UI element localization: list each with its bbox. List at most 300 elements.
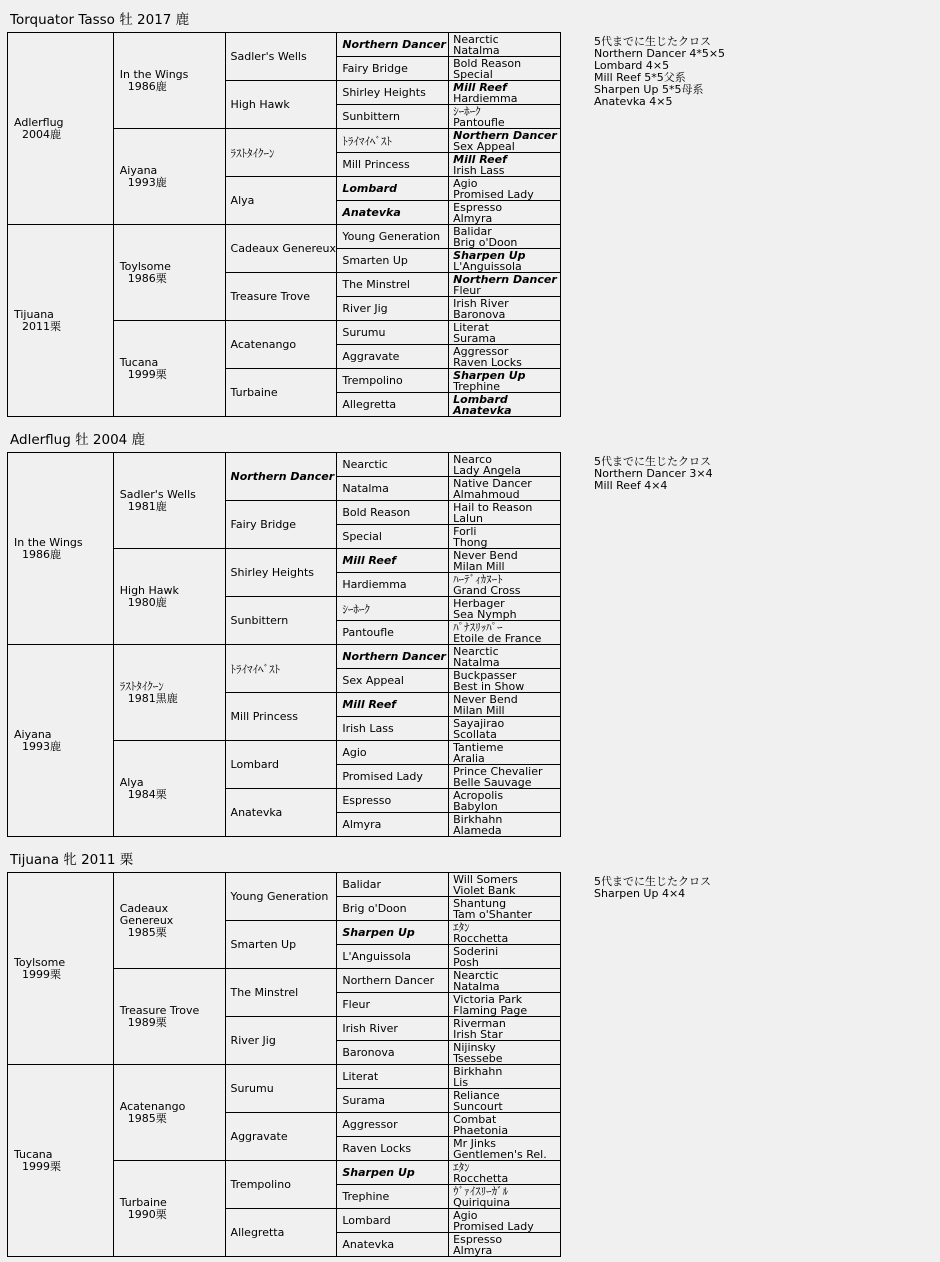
horse-name: Lady Angela [453, 463, 522, 477]
horse-name: Babylon [453, 799, 498, 813]
horse-name: The Minstrel [230, 986, 299, 999]
horse-name: ﾊｰﾃﾞｨｶﾇｰﾄ [453, 572, 503, 586]
horse-name: Aggravate [342, 350, 400, 363]
horse-name: Rocchetta [453, 1171, 509, 1185]
grandparent-cell [113, 33, 225, 129]
great-grandparent-cell [225, 969, 337, 1017]
generation-5-cell [449, 105, 561, 129]
horse-name: Almyra [453, 1243, 493, 1257]
great-grandparent-cell [225, 1161, 337, 1209]
horse-year: 1999栗 [22, 967, 61, 981]
great-grandparent-cell [225, 225, 337, 273]
generation-5-cell [449, 1161, 561, 1185]
generation-4-cell [337, 345, 449, 369]
sire-dam-cell [8, 33, 114, 225]
generation-4-cell [337, 153, 449, 177]
generation-4-cell [337, 321, 449, 345]
horse-name: ﾗｽﾄﾀｲｸｰﾝ [119, 679, 164, 693]
grandparent-cell [113, 645, 225, 741]
generation-5-cell [449, 897, 561, 921]
generation-4-cell [337, 501, 449, 525]
horse-name: Birkhahn [453, 812, 503, 826]
generation-4-cell [337, 1065, 449, 1089]
generation-4-cell [337, 549, 449, 573]
pedigree-row [8, 225, 561, 249]
cross-entry: Mill Reef 5*5父系 [594, 71, 686, 84]
horse-name: Trempolino [342, 374, 403, 387]
horse-name: Natalma [453, 655, 500, 669]
horse-year: 1985栗 [127, 1111, 167, 1125]
generation-4-cell [337, 813, 449, 837]
generation-4-cell [337, 129, 449, 153]
generation-5-cell [449, 597, 561, 621]
horse-name: Phaetonia [453, 1123, 509, 1137]
horse-name: High Hawk [119, 583, 179, 597]
horse-name: Belle Sauvage [453, 775, 532, 789]
generation-4-cell [337, 1233, 449, 1257]
sire-dam-cell [8, 1065, 114, 1257]
horse-year: 1980鹿 [127, 595, 167, 609]
horse-year: 1986鹿 [127, 79, 167, 93]
horse-year: 1986栗 [127, 271, 167, 285]
sire-dam-cell [8, 645, 114, 837]
horse-name: L'Anguissola [342, 950, 411, 963]
generation-4-cell [337, 669, 449, 693]
horse-name: Gentlemen's Rel. [453, 1147, 547, 1161]
generation-4-cell [337, 921, 449, 945]
horse-name: Northern Dancer [342, 38, 446, 51]
grandparent-cell [113, 225, 225, 321]
horse-name: Pantoufle [453, 115, 505, 129]
horse-name: Espresso [342, 794, 392, 807]
horse-name: Milan Mill [453, 559, 505, 573]
horse-name: Native Dancer [453, 476, 532, 490]
generation-5-cell [449, 273, 561, 297]
horse-name: Baronova [453, 307, 506, 321]
great-grandparent-cell [225, 369, 337, 417]
horse-name: Sex Appeal [453, 139, 515, 153]
generation-4-cell [337, 1209, 449, 1233]
generation-4-cell [337, 1161, 449, 1185]
generation-5-cell [449, 393, 561, 417]
horse-name: Nearctic [453, 32, 499, 46]
horse-name: Riverman [453, 1016, 506, 1030]
horse-name: ﾄﾗｲﾏｲﾍﾞｽﾄ [230, 662, 281, 676]
horse-name: Herbager [453, 596, 505, 610]
horse-name: Cadeaux Genereux [119, 901, 174, 927]
horse-name: Northern Dancer [453, 272, 557, 286]
generation-5-cell [449, 153, 561, 177]
horse-name: Aiyana [14, 727, 52, 741]
generation-5-cell [449, 789, 561, 813]
generation-5-cell [449, 177, 561, 201]
horse-name: Victoria Park [453, 992, 523, 1006]
horse-name: Will Somers [453, 872, 518, 886]
great-grandparent-cell [225, 597, 337, 645]
horse-name: Raven Locks [453, 355, 522, 369]
horse-name: Smarten Up [342, 254, 408, 267]
horse-name: Thong [453, 535, 488, 549]
horse-name: Buckpasser [453, 668, 517, 682]
pedigree-table [7, 452, 561, 837]
pedigree-row [8, 453, 561, 477]
horse-name: Mill Princess [342, 158, 410, 171]
horse-name: Nearctic [342, 458, 388, 471]
horse-name: Northern Dancer [342, 650, 446, 663]
horse-name: Best in Show [453, 679, 525, 693]
horse-name: Fleur [453, 283, 481, 297]
horse-name: Balidar [342, 878, 381, 891]
horse-name: River Jig [230, 1034, 276, 1047]
horse-year: 1986鹿 [22, 547, 61, 561]
horse-name: ｴﾀﾝ [453, 1160, 470, 1174]
generation-5-cell [449, 1209, 561, 1233]
generation-4-cell [337, 717, 449, 741]
horse-name: Hardiemma [453, 91, 518, 105]
horse-name: Natalma [342, 482, 389, 495]
horse-name: Acatenango [119, 1099, 186, 1113]
generation-4-cell [337, 33, 449, 57]
great-grandparent-cell [225, 1017, 337, 1065]
great-grandparent-cell [225, 129, 337, 177]
generation-5-cell [449, 369, 561, 393]
horse-name: Etoile de France [453, 631, 542, 645]
great-grandparent-cell [225, 501, 337, 549]
pedigree-table [7, 32, 561, 417]
generation-5-cell [449, 81, 561, 105]
sire-dam-cell [8, 873, 114, 1065]
horse-name: Balidar [453, 224, 492, 238]
horse-name: Fairy Bridge [342, 62, 408, 75]
generation-5-cell [449, 345, 561, 369]
horse-name: The Minstrel [342, 278, 410, 291]
generation-4-cell [337, 57, 449, 81]
horse-name: ｴﾀﾝ [453, 920, 470, 934]
generation-5-cell [449, 1065, 561, 1089]
horse-year: 1999栗 [127, 367, 167, 381]
great-grandparent-cell [225, 741, 337, 789]
horse-name: Surumu [230, 1082, 274, 1095]
horse-name: Irish Lass [453, 163, 505, 177]
pedigree-row [8, 1065, 561, 1089]
horse-name: Alameda [453, 823, 502, 837]
horse-name: Toylsome [119, 259, 171, 273]
horse-name: Northern Dancer [453, 128, 557, 142]
generation-5-cell [449, 573, 561, 597]
generation-4-cell [337, 573, 449, 597]
generation-4-cell [337, 105, 449, 129]
horse-name: Surama [453, 331, 496, 345]
horse-name: Promised Lady [342, 770, 423, 783]
generation-5-cell [449, 693, 561, 717]
horse-name: Almyra [342, 818, 382, 831]
horse-name: In the Wings [119, 67, 189, 81]
generation-4-cell [337, 1089, 449, 1113]
horse-name: Sharpen Up [342, 1166, 415, 1179]
horse-name: Almahmoud [453, 487, 520, 501]
generation-4-cell [337, 201, 449, 225]
horse-name: Tijuana [14, 307, 54, 321]
horse-name: ｳﾞｧｲｽﾘｰｶﾞﾙ [453, 1184, 509, 1198]
horse-name: Sea Nymph [453, 607, 517, 621]
horse-name: Violet Bank [453, 883, 516, 897]
horse-name: Northern Dancer [230, 470, 335, 483]
grandparent-cell [113, 741, 225, 837]
horse-year: 1993鹿 [127, 175, 167, 189]
horse-name: Agio [453, 1208, 478, 1222]
grandparent-cell [113, 129, 225, 225]
horse-name: Fleur [342, 998, 370, 1011]
horse-name: Quiriquina [453, 1195, 511, 1209]
horse-name: Tantieme [453, 740, 504, 754]
generation-4-cell [337, 297, 449, 321]
horse-name: Surama [342, 1094, 386, 1107]
horse-name: Sadler's Wells [119, 487, 196, 501]
horse-name: Alya [230, 194, 255, 207]
horse-name: Never Bend [453, 548, 518, 562]
horse-name: Almyra [453, 211, 493, 225]
horse-name: Pantoufle [342, 626, 394, 639]
horse-name: Lombard [230, 758, 279, 771]
horse-name: Allegretta [342, 398, 397, 411]
horse-name: Natalma [453, 979, 500, 993]
horse-year: 1993鹿 [22, 739, 61, 753]
horse-name: Tsessebe [453, 1051, 503, 1065]
generation-5-cell [449, 1089, 561, 1113]
horse-name: ﾊﾟﾅｽﾘｯﾊﾟｰ [453, 620, 503, 634]
cross-entry: Sharpen Up 4×4 [594, 887, 686, 900]
horse-name: Special [342, 530, 382, 543]
horse-name: Agio [342, 746, 367, 759]
great-grandparent-cell [225, 321, 337, 369]
great-grandparent-cell [225, 645, 337, 693]
generation-5-cell [449, 873, 561, 897]
generation-4-cell [337, 249, 449, 273]
generation-5-cell [449, 1185, 561, 1209]
cross-entry: Lombard 4×5 [594, 59, 670, 72]
horse-year: 1990栗 [127, 1207, 167, 1221]
horse-name: Espresso [453, 200, 503, 214]
generation-4-cell [337, 597, 449, 621]
horse-name: Shirley Heights [230, 566, 315, 579]
generation-5-cell [449, 945, 561, 969]
generation-5-cell [449, 477, 561, 501]
generation-5-cell [449, 993, 561, 1017]
horse-name: Alya [119, 775, 144, 789]
horse-name: Soderini [453, 944, 499, 958]
generation-4-cell [337, 177, 449, 201]
horse-name: In the Wings [14, 535, 83, 549]
horse-name: Mill Princess [230, 710, 298, 723]
horse-name: Allegretta [230, 1226, 285, 1239]
horse-name: Suncourt [453, 1099, 503, 1113]
generation-5-cell [449, 321, 561, 345]
generation-4-cell [337, 81, 449, 105]
great-grandparent-cell [225, 1065, 337, 1113]
horse-name: Lalun [453, 511, 484, 525]
horse-name: Sharpen Up [453, 248, 526, 262]
generation-5-cell [449, 741, 561, 765]
horse-name: Irish Star [453, 1027, 503, 1041]
cross-entry: Northern Dancer 3×4 [594, 467, 713, 480]
horse-name: Irish Lass [342, 722, 394, 735]
horse-name: Sex Appeal [342, 674, 404, 687]
horse-name: Prince Chevalier [453, 764, 543, 778]
cross-entry: Anatevka 4×5 [594, 95, 673, 108]
horse-name: Lombard [342, 1214, 391, 1227]
generation-4-cell [337, 993, 449, 1017]
horse-name: Treasure Trove [119, 1003, 200, 1017]
great-grandparent-cell [225, 549, 337, 597]
generation-5-cell [449, 1113, 561, 1137]
horse-name: Forli [453, 524, 477, 538]
horse-name: ﾄﾗｲﾏｲﾍﾞｽﾄ [342, 134, 392, 148]
generation-4-cell [337, 225, 449, 249]
horse-name: Nearco [453, 452, 492, 466]
generation-4-cell [337, 1041, 449, 1065]
generation-5-cell [449, 813, 561, 837]
generation-5-cell [449, 549, 561, 573]
horse-name: Aiyana [119, 163, 158, 177]
grandparent-cell [113, 453, 225, 549]
horse-name: Hail to Reason [453, 500, 533, 514]
horse-name: Young Generation [230, 890, 329, 903]
horse-name: Aggressor [342, 1118, 398, 1131]
horse-year: 1981鹿 [127, 499, 167, 513]
horse-name: Toylsome [14, 955, 66, 969]
generation-5-cell [449, 669, 561, 693]
horse-name: Flaming Page [453, 1003, 528, 1017]
horse-name: Literat [342, 1070, 379, 1083]
crosses-heading: 5代までに生じたクロス [594, 875, 711, 888]
horse-name: Tam o'Shanter [453, 907, 533, 921]
generation-4-cell [337, 945, 449, 969]
pedigree-title: Torquator Tasso 牡 2017 鹿 [10, 12, 190, 28]
generation-4-cell [337, 525, 449, 549]
generation-4-cell [337, 477, 449, 501]
horse-name: Sadler's Wells [230, 50, 307, 63]
generation-5-cell [449, 525, 561, 549]
generation-4-cell [337, 765, 449, 789]
horse-name: Sharpen Up [342, 926, 415, 939]
generation-4-cell [337, 873, 449, 897]
horse-name: Lombard [342, 182, 397, 195]
pedigree-title: Tijuana 牝 2011 栗 [10, 852, 134, 868]
horse-name: Anatevka [342, 1238, 395, 1251]
horse-name: Combat [453, 1112, 497, 1126]
generation-4-cell [337, 273, 449, 297]
horse-name: Raven Locks [342, 1142, 412, 1155]
grandparent-cell [113, 321, 225, 417]
horse-name: ﾗｽﾄﾀｲｸｰﾝ [230, 146, 275, 160]
horse-name: Literat [453, 320, 489, 334]
horse-name: Nearctic [453, 644, 499, 658]
great-grandparent-cell [225, 177, 337, 225]
horse-name: Smarten Up [230, 938, 297, 951]
cross-entry: Northern Dancer 4*5×5 [594, 47, 726, 60]
horse-name: Acropolis [453, 788, 504, 802]
generation-5-cell [449, 225, 561, 249]
horse-name: Promised Lady [453, 187, 534, 201]
horse-name: Grand Cross [453, 583, 521, 597]
horse-name: Birkhahn [453, 1064, 503, 1078]
horse-name: Fairy Bridge [230, 518, 297, 531]
horse-name: Turbaine [119, 1195, 167, 1209]
horse-name: Lis [453, 1075, 469, 1089]
horse-name: Aralia [453, 751, 485, 765]
horse-name: Irish River [453, 296, 509, 310]
horse-name: Baronova [342, 1046, 395, 1059]
horse-name: ｼｰﾎｰｸ [342, 602, 370, 616]
horse-name: Mill Reef [453, 80, 507, 94]
generation-5-cell [449, 501, 561, 525]
generation-4-cell [337, 1017, 449, 1041]
cross-entry: Mill Reef 4×4 [594, 479, 668, 492]
horse-name: Acatenango [230, 338, 297, 351]
horse-name: Rocchetta [453, 931, 509, 945]
horse-name: Tucana [119, 355, 159, 369]
grandparent-cell [113, 1161, 225, 1257]
sire-dam-cell [8, 453, 114, 645]
pedigree-row [8, 33, 561, 57]
generation-5-cell [449, 249, 561, 273]
great-grandparent-cell [225, 453, 337, 501]
great-grandparent-cell [225, 273, 337, 321]
generation-4-cell [337, 393, 449, 417]
generation-5-cell [449, 1137, 561, 1161]
horse-name: Milan Mill [453, 703, 505, 717]
pedigree-row [8, 645, 561, 669]
horse-name: Nijinsky [453, 1040, 496, 1054]
horse-name: Treasure Trove [230, 290, 311, 303]
generation-5-cell [449, 969, 561, 993]
horse-year: 2004鹿 [22, 127, 61, 141]
generation-4-cell [337, 1185, 449, 1209]
horse-name: Posh [453, 955, 479, 969]
horse-name: Bold Reason [342, 506, 411, 519]
horse-name: Trephine [342, 1190, 390, 1203]
pedigree-table [7, 872, 561, 1257]
generation-5-cell [449, 621, 561, 645]
horse-name: Sunbittern [342, 110, 401, 123]
generation-4-cell [337, 369, 449, 393]
great-grandparent-cell [225, 789, 337, 837]
horse-name: Brig o'Doon [453, 235, 518, 249]
generation-4-cell [337, 453, 449, 477]
generation-4-cell [337, 1113, 449, 1137]
horse-name: L'Anguissola [453, 259, 522, 273]
horse-name: Never Bend [453, 692, 518, 706]
horse-name: Natalma [453, 43, 500, 57]
horse-name: Special [453, 67, 493, 81]
horse-name: Nearctic [453, 968, 499, 982]
horse-name: Mill Reef [453, 152, 507, 166]
generation-5-cell [449, 1017, 561, 1041]
horse-name: Reliance [453, 1088, 500, 1102]
horse-name: Mr Jinks [453, 1136, 497, 1150]
inbreeding-crosses [594, 36, 725, 108]
horse-name: Scollata [453, 727, 497, 741]
generation-4-cell [337, 897, 449, 921]
horse-name: Trempolino [230, 1178, 291, 1191]
generation-4-cell [337, 693, 449, 717]
horse-name: Anatevka [453, 403, 512, 417]
horse-name: Irish River [342, 1022, 398, 1035]
grandparent-cell [113, 873, 225, 969]
horse-name: Anatevka [230, 806, 283, 819]
horse-name: Sayajirao [453, 716, 505, 730]
generation-5-cell [449, 57, 561, 81]
